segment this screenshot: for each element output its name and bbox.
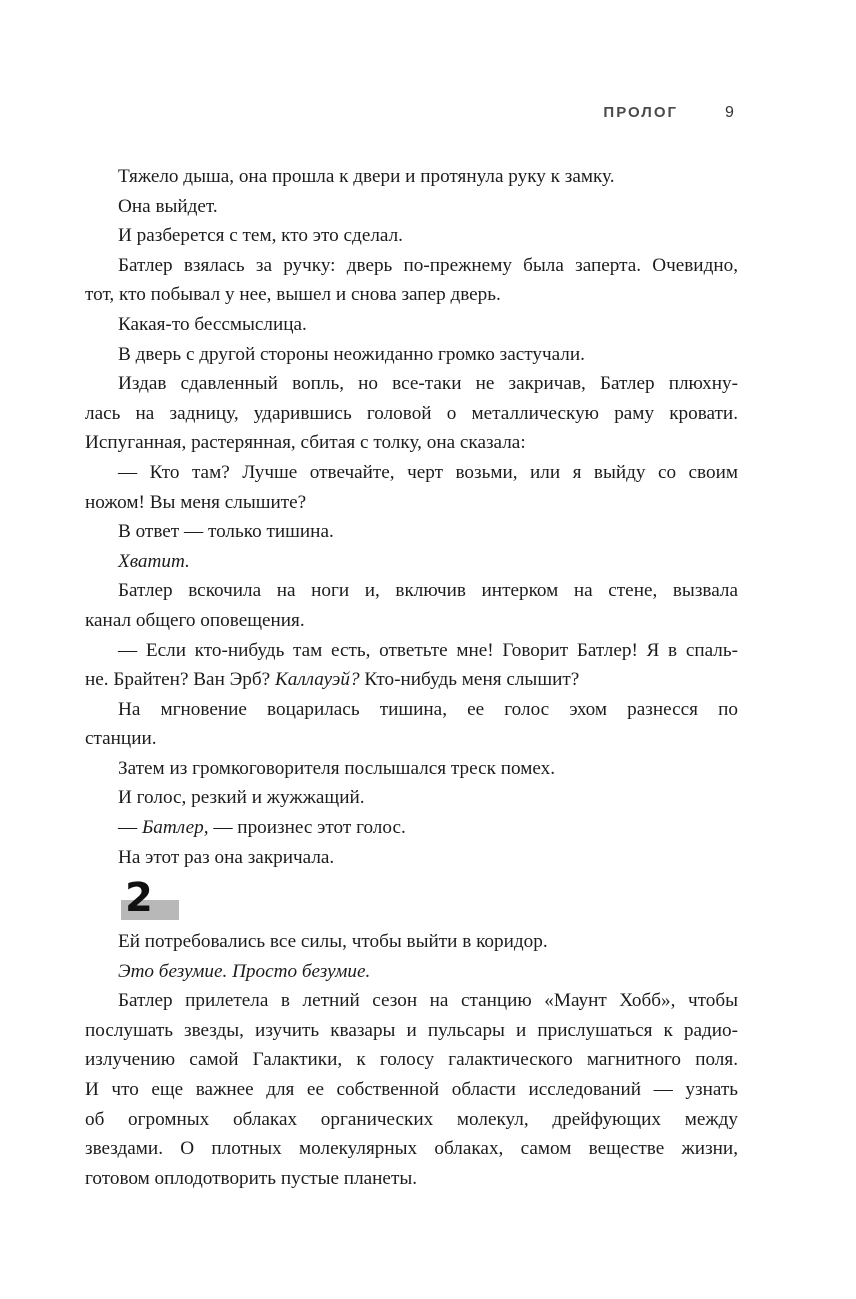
text-line: Она выйдет. — [118, 195, 218, 217]
text-line: излучению самой Галактики, к голосу галактического магнитного поля. — [85, 1049, 738, 1071]
text-line: Затем из громкоговорителя послышался треск помех. — [118, 757, 555, 779]
line-segment: не. Брайтен? Ван Эрб? — [85, 669, 275, 691]
chapter-marker — [121, 875, 179, 921]
text-line: Хватит. — [118, 550, 190, 572]
line-segment: Кто-нибудь меня слышит? — [359, 669, 580, 691]
text-line: об огромных облаках органических молекул, дрейфующих между — [85, 1108, 738, 1130]
text-line: готовом оплодотворить пустые планеты. — [85, 1167, 418, 1189]
line-segment-italic: Каллауэй? — [274, 669, 360, 691]
text-line: На этот раз она закричала. — [118, 846, 335, 868]
text-line: ножом! Вы меня слышите? — [85, 491, 307, 513]
text-line: В ответ — только тишина. — [118, 521, 334, 543]
text-line: станции. — [85, 728, 157, 750]
text-line: Издав сдавленный вопль, но все-таки не закричав, Батлер плюхну- — [118, 373, 738, 395]
line-segment: — — [118, 817, 142, 839]
text-line: — Если кто-нибудь там есть, ответьте мне! Говорит Батлер! Я в спаль- — [118, 639, 738, 661]
running-header — [0, 104, 856, 128]
prologue-text-section-1 — [85, 162, 738, 872]
text-line: И что еще важнее для ее собственной области исследований — узнать — [85, 1078, 738, 1100]
text-line: И голос, резкий и жужжащий. — [118, 787, 365, 809]
text-line: Это безумие. Просто безумие. — [118, 960, 371, 982]
text-line: Тяжело дыша, она прошла к двери и протянула руку к замку. — [118, 166, 615, 187]
text-line — [85, 665, 738, 695]
text-line — [118, 813, 738, 843]
text-line: В дверь с другой стороны неожиданно громко застучали. — [118, 343, 585, 365]
text-line: Испуганная, растерянная, сбитая с толку, она сказала: — [85, 432, 526, 454]
text-line: канал общего оповещения. — [85, 609, 305, 631]
text-line: лась на задницу, ударившись головой о металлическую раму кровати. — [85, 402, 738, 424]
text-line: Батлер прилетела в летний сезон на станцию «Маунт Хобб», чтобы — [118, 990, 738, 1012]
chapter-number: 2 — [125, 875, 153, 921]
text-line: На мгновение воцарилась тишина, ее голос эхом разнесся по — [118, 698, 738, 720]
page-number: 9 — [725, 104, 734, 121]
text-line: послушать звезды, изучить квазары и пульсары и прислушаться к радио- — [85, 1019, 738, 1041]
line-segment: — произнес этот голос. — [208, 817, 406, 839]
prologue-text-section-2 — [85, 927, 738, 1193]
text-line: Ей потребовались все силы, чтобы выйти в коридор. — [118, 931, 548, 952]
text-line: — Кто там? Лучше отвечайте, черт возьми, или я выйду со своим — [118, 461, 738, 483]
running-header-title: ПРОЛОГ — [603, 104, 678, 121]
text-line: Батлер вскочила на ноги и, включив интерком на стене, вызвала — [118, 580, 738, 602]
text-line: Какая-то бессмыслица. — [118, 313, 307, 335]
line-segment-italic: Батлер, — [141, 817, 209, 839]
text-line: Батлер взялась за ручку: дверь по-прежнему была заперта. Очевидно, — [118, 254, 738, 276]
text-line: звездами. О плотных молекулярных облаках, самом веществе жизни, — [85, 1138, 738, 1160]
text-line: И разберется с тем, кто это сделал. — [118, 225, 403, 247]
text-line: тот, кто побывал у нее, вышел и снова запер дверь. — [85, 284, 501, 306]
